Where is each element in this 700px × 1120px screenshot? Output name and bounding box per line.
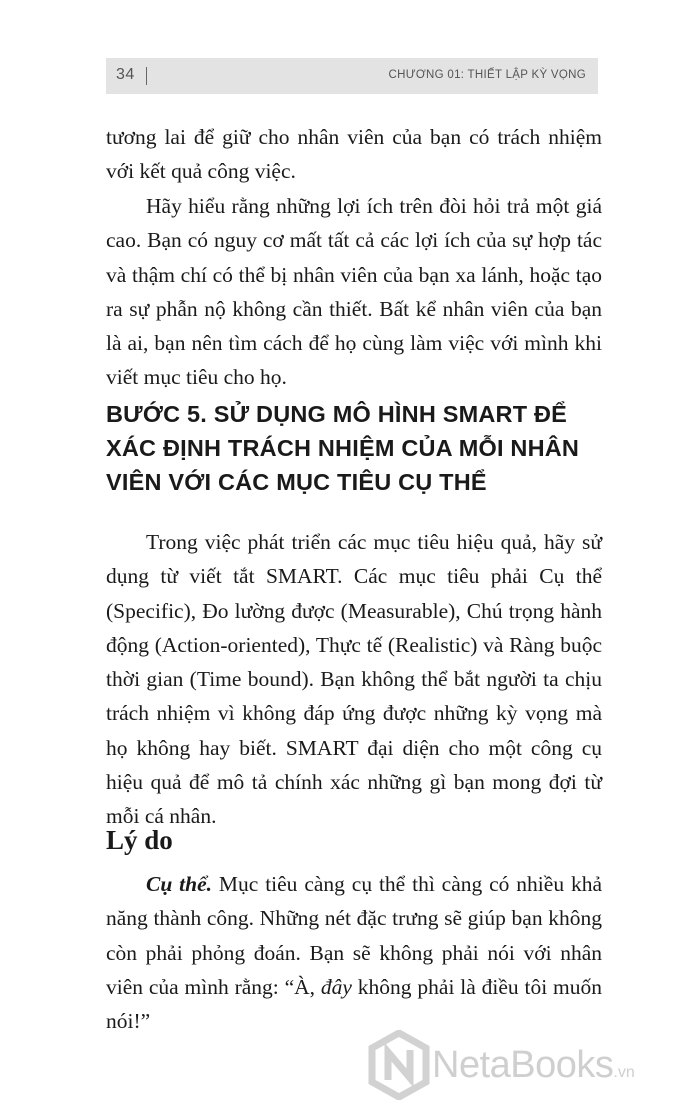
netabooks-watermark <box>368 1030 688 1110</box>
subheading-reason: Lý do <box>106 825 173 855</box>
paragraph-benefits-cost: Hãy hiểu rằng những lợi ích trên đòi hỏi trả một giá cao. Bạn có nguy cơ mất tất cả các lợi ích của sự hợp tác và thậm chí có thể bị nhân viên của bạn xa lánh, hoặc tạo ra sự phẫn nộ không cần thiết. Bất kể nhân viên của bạn là ai, bạn nên tìm cách để họ cùng làm việc với mình khi viết mục tiêu cho họ. <box>106 194 602 390</box>
netabooks-logo-icon <box>368 1030 430 1100</box>
page-number: 34 <box>116 66 135 83</box>
paragraph-specific-end: không phải là điều tôi muốn nói!” <box>106 974 603 1034</box>
paragraph-specific <box>106 867 602 1038</box>
paragraph-specific-text: Mục tiêu càng cụ thể thì càng có nhiều khả năng thành công. Những nét đặc trưng sẽ giúp bạn không còn phải phỏng đoán. Bạn sẽ không phải nói với nhân viên của mình rằng: “À, <box>106 872 602 999</box>
running-header <box>106 58 598 94</box>
paragraph-smart-intro: Trong việc phát triển các mục tiêu hiệu quả, hãy sử dụng từ viết tắt SMART. Các mục tiêu phải Cụ thể (Specific), Đo lường được (Measurable), Chú trọng hành động (Action-oriented), Thực tế (Realistic) và Ràng buộc thời gian (Time bound). Bạn không thể bắt người ta chịu trách nhiệm vì không đáp ứng được những kỳ vọng mà họ không hay biết. SMART đại diện cho một công cụ hiệu quả để mô tả chính xác những gì bạn mong đợi từ mỗi cá nhân. <box>106 530 602 829</box>
term-specific: Cụ thể. <box>146 872 213 896</box>
watermark-brand-name: NetaBooks <box>432 1044 614 1086</box>
watermark-brand <box>432 1044 635 1087</box>
watermark-suffix: .vn <box>613 1064 635 1081</box>
section-heading-step-5: BƯỚC 5. SỬ DỤNG MÔ HÌNH SMART ĐỂ XÁC ĐỊNH TRÁCH NHIỆM CỦA MỖI NHÂN VIÊN VỚI CÁC MỤC TIÊU CỤ THỂ <box>106 401 580 495</box>
emphasis-word: đây <box>320 974 352 999</box>
paragraph-continuation: tương lai để giữ cho nhân viên của bạn có trách nhiệm với kết quả công việc. <box>106 125 602 184</box>
header-divider <box>146 67 147 85</box>
chapter-title: CHƯƠNG 01: THIẾT LẬP KỲ VỌNG <box>388 69 586 81</box>
